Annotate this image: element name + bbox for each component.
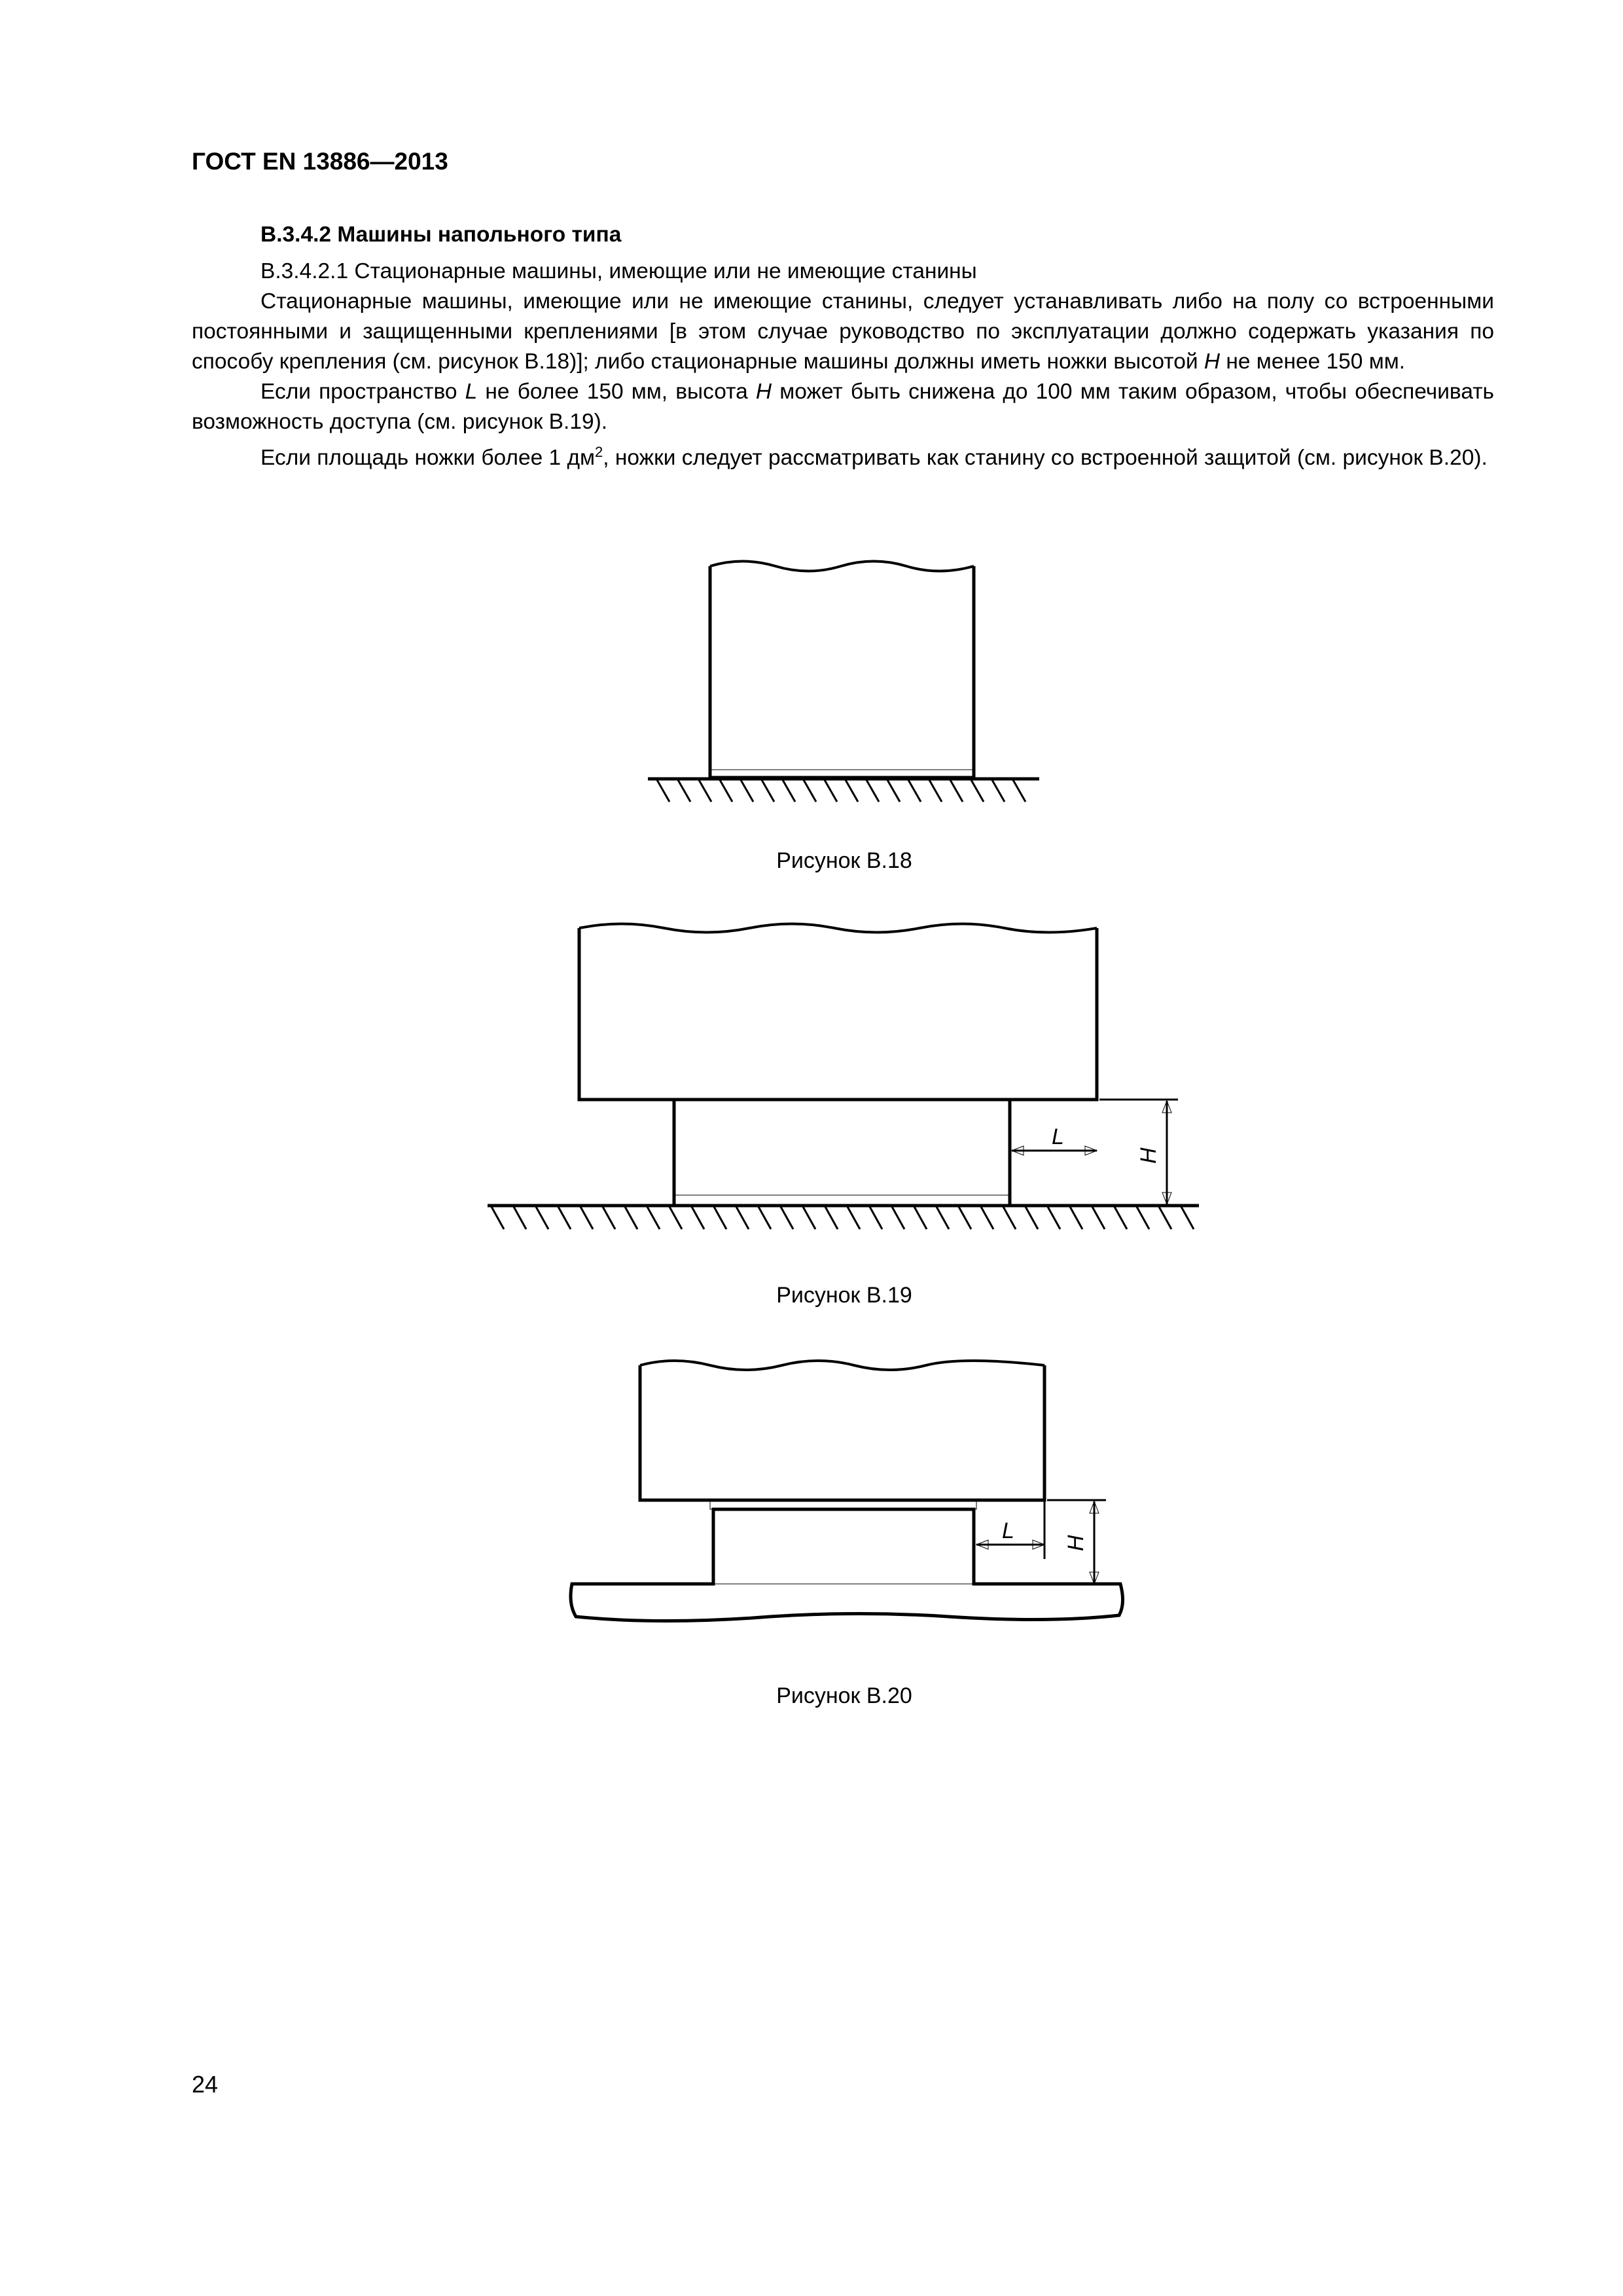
- floor-hatch-b18: [656, 779, 1026, 802]
- fig20-label-l: L: [1002, 1518, 1014, 1543]
- fig19-label-h: H: [1136, 1147, 1161, 1164]
- figure-b19-diagram: [488, 924, 1199, 1230]
- subheading: В.3.4.2.1 Стационарные машины, имеющие или не имеющие станины: [260, 259, 977, 283]
- section-heading: В.3.4.2 Машины напольного типа: [260, 223, 622, 247]
- figure-b20-diagram: [571, 1361, 1123, 1621]
- figure-b18-caption: Рисунок В.18: [776, 848, 912, 873]
- figure-b18-diagram: [648, 562, 1039, 802]
- paragraph-1: Стационарные машины, имеющие или не имеющие станины, следует устанавливать либо на полу со встроенными постоянными и защищенными креплениями [в этом случае руководство по эксплуатации должно содержать указания по способу крепления (см. рисунок В.18)]; либо стационарные машины должны иметь ножки высотой H не менее 150 мм.: [192, 289, 1494, 374]
- fig19-label-l: L: [1052, 1124, 1064, 1149]
- fig20-label-h: H: [1063, 1535, 1088, 1551]
- floor-hatch-b19: [491, 1206, 1194, 1229]
- document-header: ГОСТ EN 13886—2013: [192, 148, 448, 175]
- figure-b20-caption: Рисунок В.20: [776, 1683, 912, 1708]
- paragraph-2: Если пространство L не более 150 мм, высота H может быть снижена до 100 мм таким образом, чтобы обеспечивать возможность доступа (см. рисунок В.19).: [192, 380, 1495, 434]
- paragraph-3: Если площадь ножки более 1 $дм^2$, ножки следует рассматривать как станину со встроенной защитой (см. рисунок В.20).: [260, 444, 1488, 471]
- page-number: 24: [192, 2071, 219, 2098]
- figure-b19-caption: Рисунок В.19: [776, 1283, 912, 1308]
